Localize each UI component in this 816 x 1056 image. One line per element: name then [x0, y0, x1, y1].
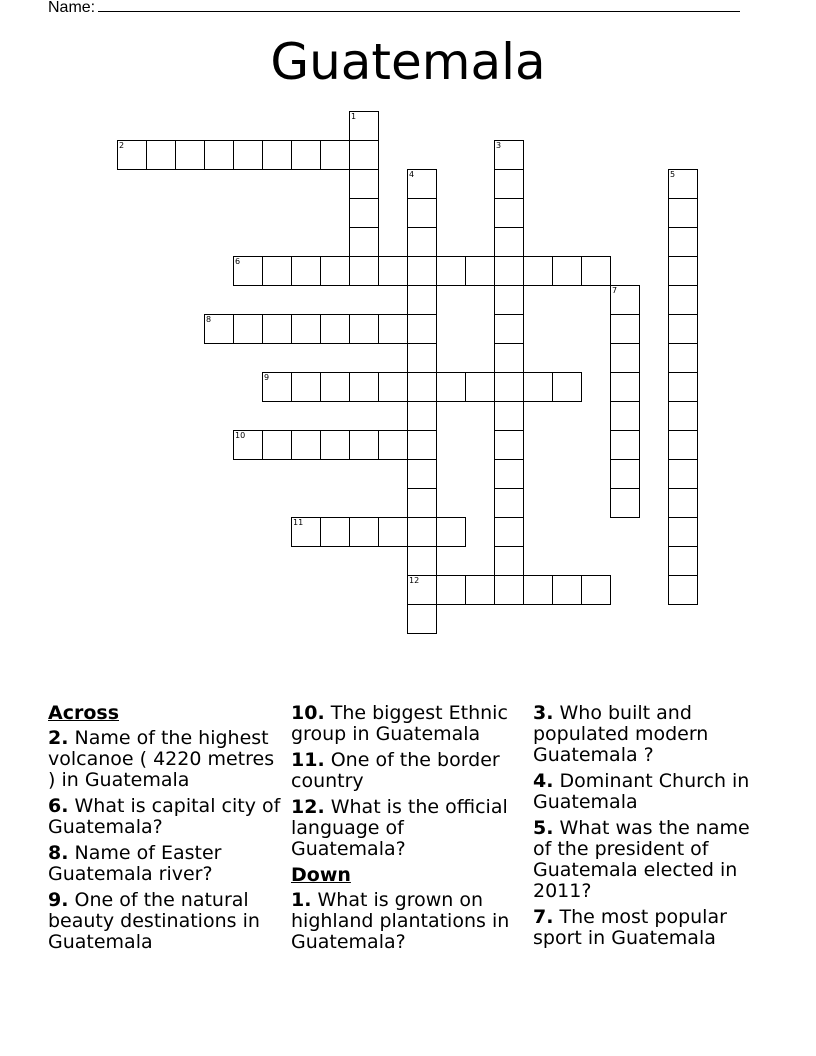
grid-cell[interactable] [407, 169, 437, 199]
grid-cell[interactable] [378, 314, 408, 344]
grid-cell[interactable] [407, 546, 437, 576]
grid-cell[interactable] [610, 372, 640, 402]
grid-cell[interactable] [581, 256, 611, 286]
grid-cell[interactable] [610, 285, 640, 315]
grid-cell[interactable] [552, 575, 582, 605]
grid-cell[interactable] [407, 430, 437, 460]
grid-cell[interactable] [494, 314, 524, 344]
grid-cell[interactable] [610, 459, 640, 489]
grid-cell[interactable] [291, 430, 321, 460]
grid-cell[interactable] [494, 488, 524, 518]
grid-cell[interactable] [291, 140, 321, 170]
clue-number: 7 [612, 286, 618, 295]
grid-cell[interactable] [494, 227, 524, 257]
clue-number: 4 [409, 170, 415, 179]
grid-cell[interactable] [233, 140, 263, 170]
clue-across-2: 2. Name of the highest volcanoe ( 4220 metres ) in Guatemala [48, 727, 275, 791]
grid-cell[interactable] [494, 285, 524, 315]
page-title: Guatemala [270, 33, 546, 91]
grid-cell[interactable] [349, 430, 379, 460]
grid-cell[interactable] [204, 314, 234, 344]
grid-cell[interactable] [349, 372, 379, 402]
clue-number: 3 [496, 141, 502, 150]
grid-cell[interactable] [494, 517, 524, 547]
grid-cell[interactable] [494, 140, 524, 170]
grid-cell[interactable] [146, 140, 176, 170]
grid-cell[interactable] [610, 314, 640, 344]
grid-cell[interactable] [291, 256, 321, 286]
grid-cell[interactable] [291, 517, 321, 547]
grid-cell[interactable] [610, 401, 640, 431]
clue-across-12: 12. What is the official language of Guatemala? [291, 796, 508, 860]
grid-cell[interactable] [262, 314, 292, 344]
grid-cell[interactable] [668, 517, 698, 547]
grid-cell[interactable] [291, 372, 321, 402]
clue-down-3: 3. Who built and populated modern Guatemala ? [533, 702, 709, 766]
grid-cell[interactable] [233, 314, 263, 344]
grid-cell[interactable] [262, 256, 292, 286]
grid-cell[interactable] [204, 140, 234, 170]
grid-cell[interactable] [552, 372, 582, 402]
clue-down-5: 5. What was the name of the president of Guatemala elected in 2011? [533, 817, 750, 902]
clue-down-1: 1. What is grown on highland plantations in Guatemala? [291, 889, 510, 953]
grid-cell[interactable] [523, 256, 553, 286]
grid-cell[interactable] [494, 169, 524, 199]
clue-across-11: 11. One of the border country [291, 749, 500, 792]
grid-cell[interactable] [668, 227, 698, 257]
grid-cell[interactable] [465, 256, 495, 286]
down-heading: Down [291, 864, 351, 886]
grid-cell[interactable] [320, 314, 350, 344]
grid-cell[interactable] [668, 575, 698, 605]
clue-number: 10 [235, 431, 246, 440]
grid-cell[interactable] [610, 488, 640, 518]
grid-cell[interactable] [349, 227, 379, 257]
grid-cell[interactable] [494, 198, 524, 228]
grid-cell[interactable] [668, 488, 698, 518]
grid-cell[interactable] [436, 575, 466, 605]
grid-cell[interactable] [262, 430, 292, 460]
grid-cell[interactable] [320, 256, 350, 286]
grid-cell[interactable] [378, 372, 408, 402]
clue-number: 2 [119, 141, 125, 150]
grid-cell[interactable] [610, 343, 640, 373]
clues-column-1 [48, 703, 284, 958]
grid-cell[interactable] [668, 314, 698, 344]
grid-cell[interactable] [668, 343, 698, 373]
grid-cell[interactable] [436, 517, 466, 547]
grid-cell[interactable] [407, 314, 437, 344]
grid-cell[interactable] [349, 256, 379, 286]
clue-across-9: 9. One of the natural beauty destinations in Guatemala [48, 889, 260, 953]
grid-cell[interactable] [494, 372, 524, 402]
grid-cell[interactable] [291, 314, 321, 344]
grid-cell[interactable] [233, 256, 263, 286]
grid-cell[interactable] [581, 575, 611, 605]
grid-cell[interactable] [668, 285, 698, 315]
grid-cell[interactable] [668, 459, 698, 489]
clue-number: 5 [670, 170, 676, 179]
clue-number: 1 [351, 112, 357, 121]
clue-number: 8 [206, 315, 212, 324]
grid-cell[interactable] [407, 459, 437, 489]
grid-cell[interactable] [407, 517, 437, 547]
grid-cell[interactable] [233, 430, 263, 460]
grid-cell[interactable] [668, 401, 698, 431]
grid-cell[interactable] [523, 575, 553, 605]
grid-cell[interactable] [407, 256, 437, 286]
grid-cell[interactable] [494, 459, 524, 489]
grid-cell[interactable] [407, 343, 437, 373]
grid-cell[interactable] [407, 604, 437, 634]
clue-across-8: 8. Name of Easter Guatemala river? [48, 842, 222, 885]
grid-cell[interactable] [494, 401, 524, 431]
grid-cell[interactable] [175, 140, 205, 170]
grid-cell[interactable] [494, 430, 524, 460]
clue-down-7: 7. The most popular sport in Guatemala [533, 906, 727, 949]
grid-cell[interactable] [552, 256, 582, 286]
grid-cell[interactable] [349, 198, 379, 228]
grid-cell[interactable] [668, 256, 698, 286]
grid-cell[interactable] [436, 372, 466, 402]
grid-cell[interactable] [349, 169, 379, 199]
grid-cell[interactable] [494, 575, 524, 605]
grid-cell[interactable] [465, 372, 495, 402]
clue-across-10: 10. The biggest Ethnic group in Guatemala [291, 702, 508, 745]
clue-down-4: 4. Dominant Church in Guatemala [533, 770, 750, 813]
clues-column-2 [291, 703, 523, 958]
grid-cell[interactable] [465, 575, 495, 605]
grid-cell[interactable] [407, 488, 437, 518]
across-heading: Across [48, 702, 120, 724]
grid-cell[interactable] [407, 198, 437, 228]
grid-cell[interactable] [407, 575, 437, 605]
clue-number: 9 [264, 373, 270, 382]
clue-across-6: 6. What is capital city of Guatemala? [48, 795, 281, 838]
grid-cell[interactable] [378, 517, 408, 547]
grid-cell[interactable] [668, 372, 698, 402]
grid-cell[interactable] [668, 169, 698, 199]
grid-cell[interactable] [349, 314, 379, 344]
grid-cell[interactable] [349, 111, 379, 141]
grid-cell[interactable] [378, 430, 408, 460]
grid-cell[interactable] [523, 372, 553, 402]
clue-number: 6 [235, 257, 241, 266]
grid-cell[interactable] [320, 372, 350, 402]
grid-cell[interactable] [494, 546, 524, 576]
grid-cell[interactable] [407, 401, 437, 431]
grid-cell[interactable] [610, 430, 640, 460]
grid-cell[interactable] [436, 256, 466, 286]
grid-cell[interactable] [494, 256, 524, 286]
grid-cell[interactable] [349, 140, 379, 170]
clue-number: 12 [409, 576, 420, 585]
grid-cell[interactable] [407, 227, 437, 257]
grid-cell[interactable] [494, 343, 524, 373]
clue-number: 11 [293, 518, 304, 527]
clues-column-3 [533, 703, 769, 954]
grid-cell[interactable] [262, 372, 292, 402]
name-label: Name: [48, 0, 96, 16]
grid-cell[interactable] [378, 256, 408, 286]
grid-cell[interactable] [117, 140, 147, 170]
grid-cell[interactable] [668, 198, 698, 228]
grid-cell[interactable] [320, 430, 350, 460]
grid-cell[interactable] [668, 546, 698, 576]
grid-cell[interactable] [668, 430, 698, 460]
grid-cell[interactable] [349, 517, 379, 547]
grid-cell[interactable] [407, 285, 437, 315]
grid-cell[interactable] [320, 140, 350, 170]
grid-cell[interactable] [320, 517, 350, 547]
grid-cell[interactable] [262, 140, 292, 170]
grid-cell[interactable] [407, 372, 437, 402]
